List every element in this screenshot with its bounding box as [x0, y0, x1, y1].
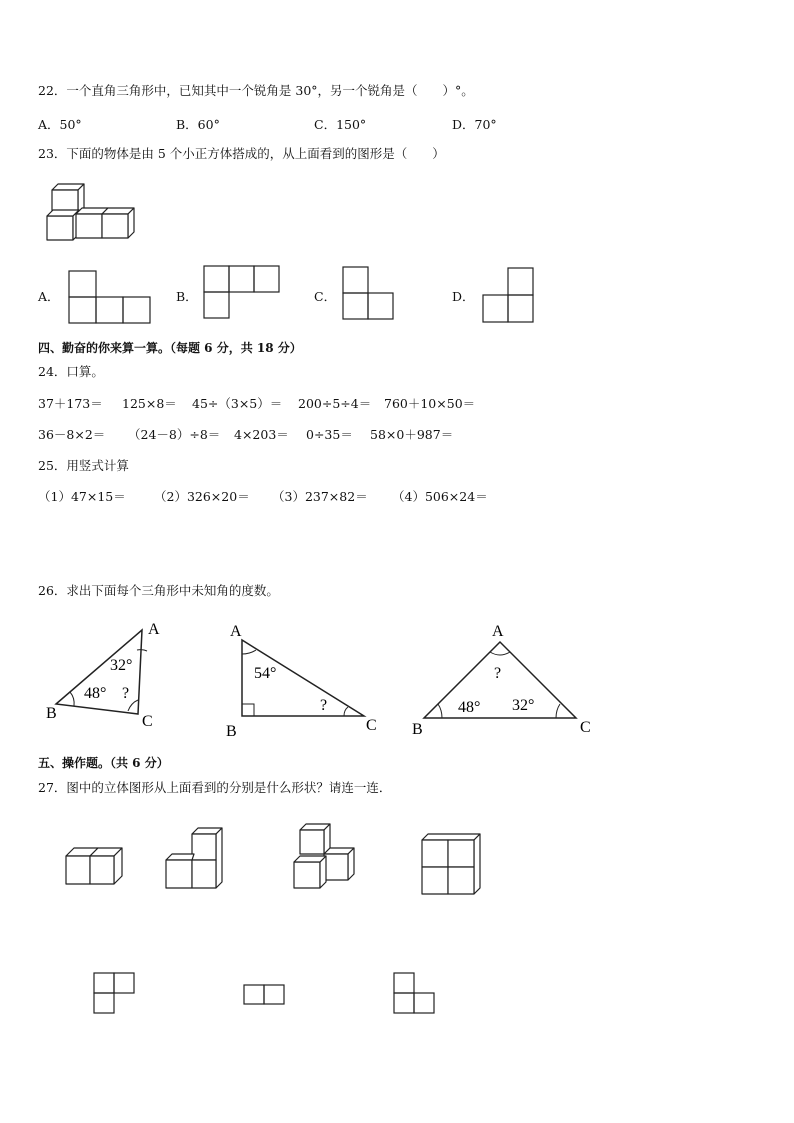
tri2-vertex-c: C [366, 717, 377, 734]
q22-option-b[interactable]: B．60° [176, 117, 220, 132]
q24-row2-item2: （24－8）÷8＝ [128, 427, 221, 442]
tri1-vertex-c: C [142, 713, 153, 730]
q26-stem: 26．求出下面每个三角形中未知角的度数。 [38, 583, 279, 598]
tri3-vertex-c: C [580, 719, 591, 736]
q26-triangle-3 [408, 620, 602, 738]
tri3-angle-c: 32° [512, 697, 535, 714]
q23-option-d-figure[interactable] [482, 267, 538, 325]
q22-option-c[interactable]: C．150° [314, 117, 367, 132]
tri1-angle-a: 32° [110, 657, 133, 674]
tri3-vertex-b: B [412, 721, 423, 738]
q24-row1-item1: 37＋173＝ [38, 396, 103, 411]
tri3-vertex-a: A [492, 623, 504, 640]
q27-top-view-3[interactable] [393, 972, 437, 1016]
q24-row1-item2: 125×8＝ [122, 396, 177, 411]
tri2-angle-a: 54° [254, 665, 277, 682]
q24-row2-item5: 58×0＋987＝ [370, 427, 454, 442]
tri3-angle-b: 48° [458, 699, 481, 716]
q24-row1-item5: 760＋10×50＝ [384, 396, 476, 411]
q27-solid-4[interactable] [420, 832, 484, 896]
tri2-unknown: ? [320, 697, 328, 714]
q25-item2: （2）326×20＝ [154, 489, 250, 504]
section-5-title: 五、操作题。（共 6 分） [38, 756, 169, 770]
tri1-unknown: ? [122, 685, 130, 702]
q22-option-d[interactable]: D．70° [452, 117, 497, 132]
q23-option-b[interactable]: B． [176, 289, 198, 304]
q24-stem: 24．口算。 [38, 364, 104, 379]
q27-solid-3[interactable] [290, 822, 362, 892]
q25-item3: （3）237×82＝ [272, 489, 368, 504]
q23-stem: 23．下面的物体是由 5 个小正方体搭成的，从上面看到的图形是（ ） [38, 146, 445, 161]
tri2-vertex-a: A [230, 623, 242, 640]
q24-row1-item3: 45÷（3×5）＝ [192, 396, 283, 411]
tri2-vertex-b: B [226, 723, 237, 740]
q24-row2-item4: 0÷35＝ [306, 427, 353, 442]
q23-option-c-figure[interactable] [342, 266, 398, 322]
q25-stem: 25．用竖式计算 [38, 458, 129, 473]
q23-option-c[interactable]: C． [314, 289, 337, 304]
q24-row2-item1: 36－8×2＝ [38, 427, 106, 442]
q27-stem: 27．图中的立体图形从上面看到的分别是什么形状？请连一连． [38, 780, 392, 795]
tri1-vertex-a: A [148, 621, 160, 638]
q23-option-b-figure[interactable] [203, 265, 283, 321]
q27-top-view-2[interactable] [243, 984, 287, 1006]
q25-item4: （4）506×24＝ [392, 489, 488, 504]
q22-option-a[interactable]: A．50° [38, 117, 82, 132]
q22-stem: 22．一个直角三角形中，已知其中一个锐角是 30°，另一个锐角是（ ）°。 [38, 83, 474, 98]
q24-row2-item3: 4×203＝ [234, 427, 289, 442]
section-4-title: 四、勤奋的你来算一算。（每题 6 分，共 18 分） [38, 341, 302, 355]
q26-triangle-1 [40, 618, 180, 734]
tri1-vertex-b: B [46, 705, 57, 722]
tri3-unknown: ? [494, 665, 502, 682]
q27-top-view-1[interactable] [93, 972, 137, 1016]
q23-cube-figure [44, 182, 140, 246]
q25-item1: （1）47×15＝ [38, 489, 126, 504]
q27-solid-1[interactable] [62, 840, 128, 888]
q26-triangle-2 [226, 618, 386, 740]
q27-solid-2[interactable] [164, 826, 228, 890]
q23-option-a[interactable]: A． [38, 289, 60, 304]
q24-row1-item4: 200÷5÷4＝ [298, 396, 372, 411]
q23-option-a-figure[interactable] [68, 270, 152, 326]
q23-option-d[interactable]: D． [452, 289, 475, 304]
tri1-angle-b: 48° [84, 685, 107, 702]
